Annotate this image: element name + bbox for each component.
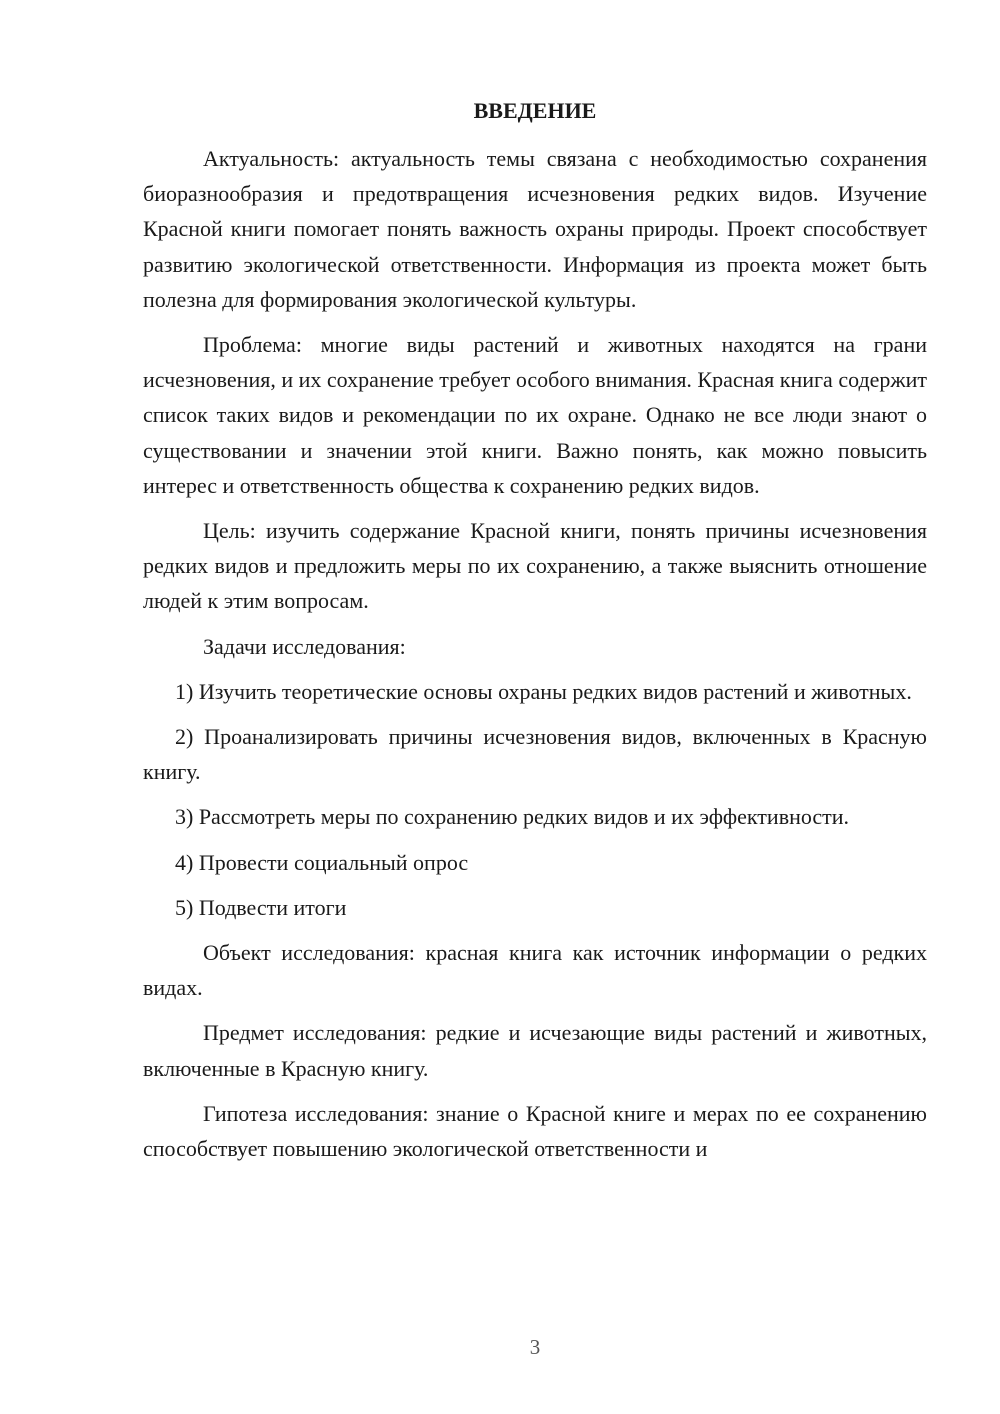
paragraph-goal: Цель: изучить содержание Красной книги, понять причины исчезновения редких видов и предложить меры по их сохранению, а также выяснить отношение людей к этим вопросам. — [143, 518, 927, 614]
document-page — [143, 0, 927, 1414]
page-heading: ВВЕДЕНИЕ — [473, 98, 597, 123]
document-body — [143, 141, 927, 1166]
task-item-5: 5) Подвести итоги — [175, 894, 347, 920]
task-item-3: 3) Рассмотреть меры по сохранению редких видов и их эффективности. — [175, 804, 850, 830]
task-item-2: 2) Проанализировать причины исчезновения видов, включенных в Красную книгу. — [143, 724, 927, 785]
page-number: 3 — [529, 1335, 541, 1359]
paragraph-subject: Предмет исследования: редкие и исчезающие виды растений и животных, включенные в Красную книгу. — [143, 1020, 927, 1081]
task-item-1: 1) Изучить теоретические основы охраны редких видов растений и животных. — [175, 678, 912, 704]
paragraph-object: Объект исследования: красная книга как источник информации о редких видах. — [143, 940, 927, 1001]
tasks-title: Задачи исследования: — [203, 633, 406, 659]
paragraph-relevance: Актуальность: актуальность темы связана с необходимостью сохранения биоразнообразия и предотвращения исчезновения редких видов. Изучение Красной книги помогает понять важность охраны природы. Проект способствует развитию экологической ответственности. Информация из проекта может быть полезна для формирования экологической культуры. — [143, 146, 927, 312]
paragraph-hypothesis: Гипотеза исследования: знание о Красной книге и мерах по ее сохранению способствует повышению экологической ответственности и — [143, 1100, 927, 1162]
task-item-4: 4) Провести социальный опрос — [175, 849, 469, 875]
paragraph-problem: Проблема: многие виды растений и животных находятся на грани исчезновения, и их сохранение требует особого внимания. Красная книга содержит список таких видов и рекомендации по их охране. Однако не все люди знают о существовании и значении этой книги. Важно понять, как можно повысить интерес и ответственность общества к сохранению редких видов. — [143, 332, 927, 498]
